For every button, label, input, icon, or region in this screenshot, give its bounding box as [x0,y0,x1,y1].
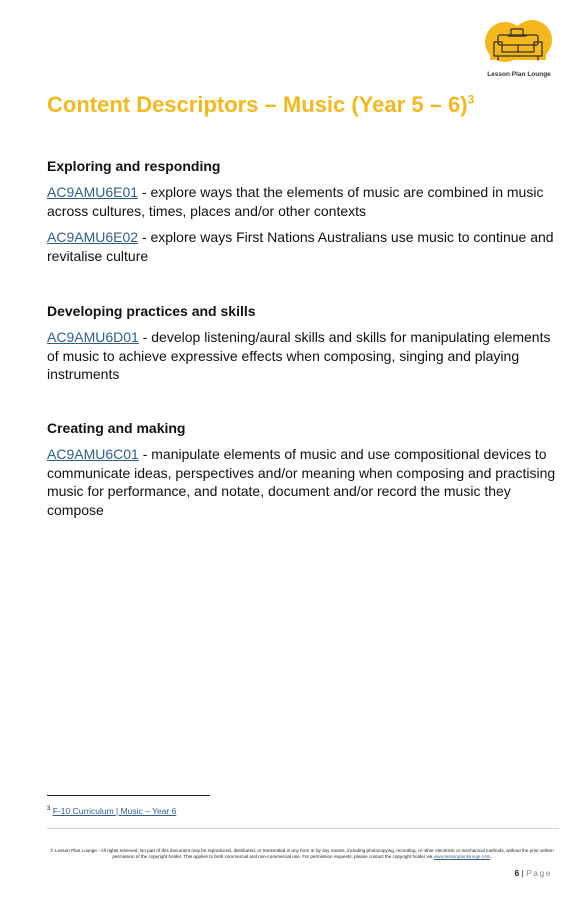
page-separator: | [519,868,527,878]
descriptor-code-link[interactable]: AC9AMU6E01 [47,184,139,200]
footnote-divider [47,795,210,796]
footnote [47,806,176,816]
content-descriptor [47,445,562,519]
website-link[interactable]: www.lessonplanlounge.com [433,854,491,860]
copyright-notice [47,848,557,861]
section-exploring-and-responding [47,158,562,273]
copyright-text: © Lesson Plan Lounge - All rights reserved. No part of this document may be reproduced, distributed, or transmitted in any form or by any means, including photocopying, recording, or other electronic or mechanical methods, without the prior written permission of the copyright holder. This applies to both commercial and non-commercial use. For permission requests, please contact the copyright holder via [50,848,554,860]
page-number [514,868,552,878]
descriptor-text: - explore ways First Nations Australians use music to continue and revitalise culture [47,229,554,264]
copyright-suffix: . [490,854,492,860]
title-footnote-mark[interactable]: 3 [467,92,475,107]
section-heading: Creating and making [47,420,186,436]
section-heading: Exploring and responding [47,158,221,174]
content-descriptor [47,228,562,265]
descriptor-code-link[interactable]: AC9AMU6C01 [47,446,139,462]
page-title [47,92,474,118]
footer-divider [47,828,559,829]
sofa-logo-icon [482,18,556,70]
page-number-value: 6 [514,868,520,878]
descriptor-text: - manipulate elements of music and use compositional devices to communicate ideas, perspectives and/or meaning when composing and practising music for performance, and notate, document and/or record the music they compose [47,446,556,518]
content-descriptor [47,183,562,220]
content-descriptor [47,328,562,384]
footnote-mark: 3 [47,806,51,813]
logo-text: Lesson Plan Lounge [487,71,551,78]
footnote-link[interactable]: F-10 Curriculum | Music – Year 6 [52,806,177,816]
descriptor-code-link[interactable]: AC9AMU6D01 [47,329,139,345]
page-label: Page [526,868,552,878]
descriptor-text: - develop listening/aural skills and skills for manipulating elements of music to achieve expressive effects when composing, singing and playing instruments [47,329,551,382]
section-creating-and-making [47,420,562,527]
section-developing-practices-and-skills [47,303,562,392]
section-heading: Developing practices and skills [47,303,256,319]
page-title-text: Content Descriptors – Music (Year 5 – 6) [47,92,468,117]
descriptor-code-link[interactable]: AC9AMU6E02 [47,229,139,245]
descriptor-text: - explore ways that the elements of music are combined in music across cultures, times, places and/or other contexts [47,184,544,219]
lesson-plan-lounge-logo [482,18,556,78]
